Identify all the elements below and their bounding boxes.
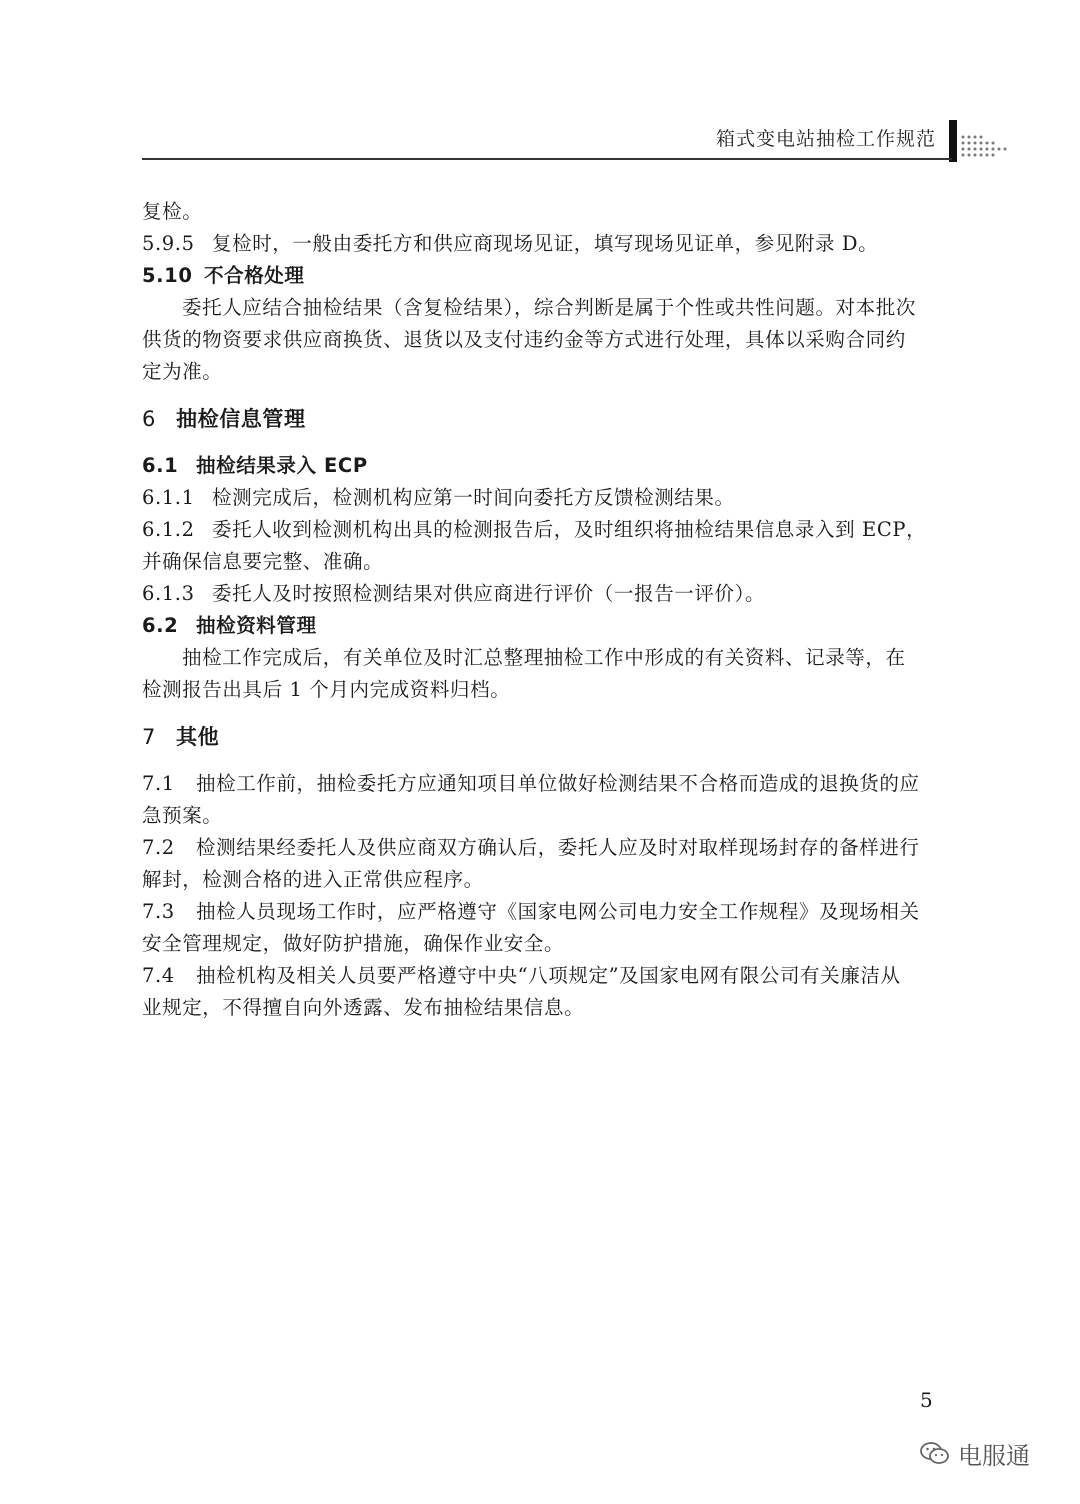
clause-7-3: 7.3 抽检人员现场工作时，应严格遵守《国家电网公司电力安全工作规程》及现场相关 — [142, 896, 950, 928]
clause-number: 6.2 — [142, 614, 179, 637]
clause-number: 7.3 — [142, 900, 175, 923]
clause-number: 7.4 — [142, 964, 175, 987]
paragraph-line: 抽检工作完成后，有关单位及时汇总整理抽检工作中形成的有关资料、记录等，在 — [182, 646, 906, 669]
clause-7-4: 7.4 抽检机构及相关人员要严格遵守中央“八项规定”及国家电网有限公司有关廉洁从 — [142, 960, 950, 992]
chapter-number: 7 — [142, 725, 156, 749]
running-header-title: 箱式变电站抽检工作规范 — [715, 128, 936, 150]
chapter-6-heading: 6 抽检信息管理 — [142, 402, 950, 436]
clause-6-1-3: 6.1.3 委托人及时按照检测结果对供应商进行评价（一报告一评价）。 — [142, 578, 950, 610]
chapter-7-heading: 7 其他 — [142, 720, 950, 754]
header-rule — [142, 158, 952, 160]
paragraph-line: 安全管理规定，做好防护措施，确保作业安全。 — [142, 932, 565, 955]
clause-number: 6.1.2 — [142, 518, 195, 541]
paragraph-line: 急预案。 — [142, 804, 223, 827]
clause-number: 6.1.3 — [142, 582, 195, 605]
paragraph-line: 供货的物资要求供应商换货、退货以及支付违约金等方式进行处理，具体以采购合同约 — [142, 328, 906, 351]
header-marker-bar — [949, 120, 957, 162]
section-5-10-heading: 5.10 不合格处理 — [142, 260, 950, 292]
clause-number: 7.1 — [142, 772, 175, 795]
paragraph-line: 检测报告出具后 1 个月内完成资料归档。 — [142, 678, 511, 701]
page-number: 5 — [920, 1388, 933, 1412]
page-body — [142, 196, 950, 1024]
clause-number: 5.9.5 — [142, 232, 195, 255]
header-dot-decoration — [960, 132, 1008, 162]
section-6-1-heading: 6.1 抽检结果录入 ECP — [142, 450, 950, 482]
section-6-2-heading: 6.2 抽检资料管理 — [142, 610, 950, 642]
clause-number: 6.1 — [142, 454, 179, 477]
paragraph-line: 解封，检测合格的进入正常供应程序。 — [142, 868, 484, 891]
paragraph-line: 定为准。 — [142, 360, 223, 383]
clause-5-9-5: 5.9.5 复检时，一般由委托方和供应商现场见证，填写现场见证单，参见附录 D。 — [142, 228, 950, 260]
paragraph-line: 并确保信息要完整、准确。 — [142, 550, 384, 573]
clause-7-1: 7.1 抽检工作前，抽检委托方应通知项目单位做好检测结果不合格而造成的退换货的应 — [142, 768, 950, 800]
clause-7-2: 7.2 检测结果经委托人及供应商双方确认后，委托人应及时对取样现场封存的备样进行 — [142, 832, 950, 864]
wechat-icon — [920, 1441, 950, 1467]
chapter-number: 6 — [142, 407, 156, 431]
clause-6-1-2: 6.1.2 委托人收到检测机构出具的检测报告后，及时组织将抽检结果信息录入到 ECP， — [142, 514, 950, 546]
clause-number: 5.10 — [142, 264, 193, 287]
clause-number: 7.2 — [142, 836, 175, 859]
clause-6-1-1: 6.1.1 检测完成后，检测机构应第一时间向委托方反馈检测结果。 — [142, 482, 950, 514]
paragraph-line: 业规定，不得擅自向外透露、发布抽检结果信息。 — [142, 996, 585, 1019]
watermark-text: 电服通 — [958, 1442, 1030, 1470]
watermark — [920, 1436, 1030, 1471]
paragraph-line: 委托人应结合抽检结果（含复检结果），综合判断是属于个性或共性问题。对本批次 — [182, 296, 916, 319]
text-line: 复检。 — [142, 200, 203, 223]
clause-number: 6.1.1 — [142, 486, 195, 509]
